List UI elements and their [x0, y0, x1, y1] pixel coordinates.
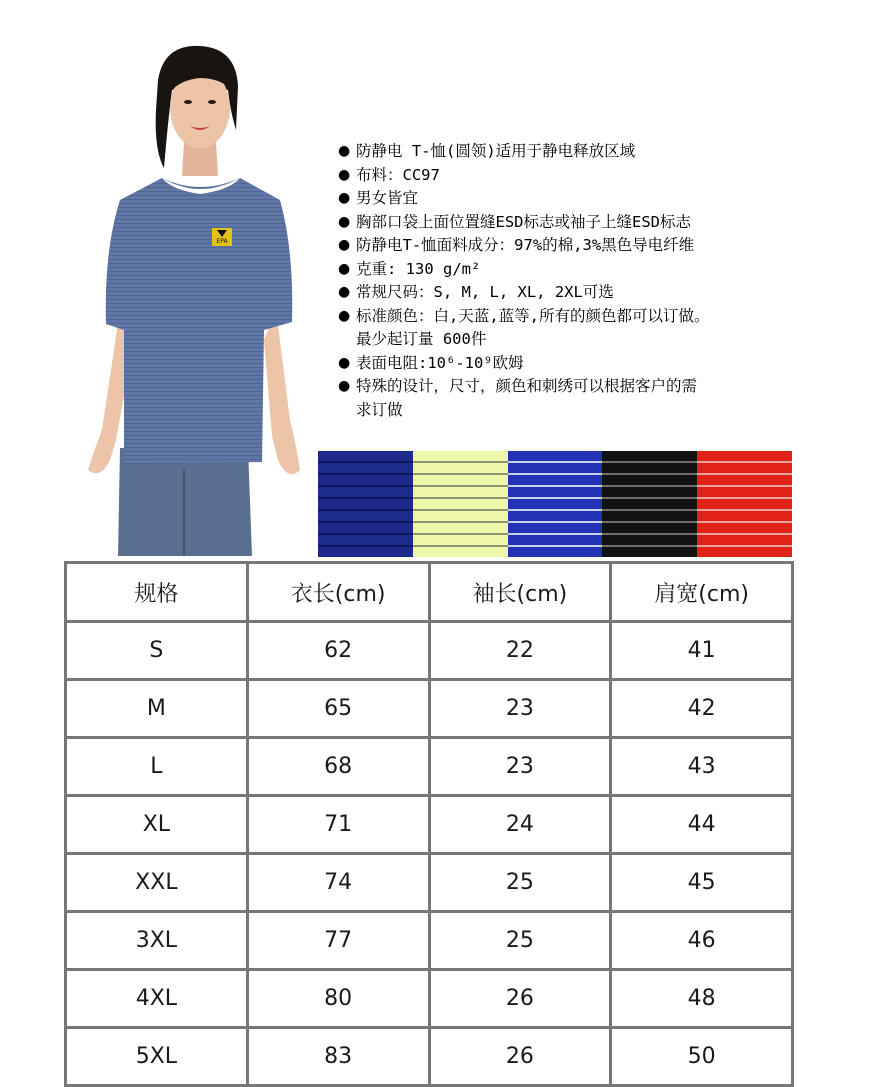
feature-text-continued: 最少起订量 600件 [356, 330, 487, 348]
cell-size: 5XL [66, 1028, 248, 1086]
feature-item [338, 305, 808, 329]
model-photo [80, 40, 310, 556]
cell-length: 77 [247, 912, 429, 970]
header-sleeve: 袖长(cm) [429, 563, 611, 622]
bullet-icon: ● [338, 237, 351, 253]
cell-sleeve: 23 [429, 738, 611, 796]
feature-text: 防静电T-恤面料成分：97%的棉,3%黑色导电纤维 [356, 236, 695, 254]
feature-item [338, 187, 808, 211]
cell-shoulder: 42 [611, 680, 793, 738]
cell-sleeve: 22 [429, 622, 611, 680]
bullet-icon: ● [338, 378, 351, 394]
table-row [66, 970, 793, 1028]
table-row [66, 738, 793, 796]
feature-text: 布料：CC97 [356, 165, 440, 184]
size-table [64, 561, 794, 1087]
bullet-icon: ● [338, 190, 351, 206]
cell-length: 74 [247, 854, 429, 912]
table-header-row [66, 563, 793, 622]
cell-sleeve: 25 [429, 912, 611, 970]
cell-size: M [66, 680, 248, 738]
cell-length: 83 [247, 1028, 429, 1086]
bullet-icon: ● [338, 143, 351, 159]
cell-sleeve: 25 [429, 854, 611, 912]
swatch-navy [318, 451, 413, 557]
feature-text: 防静电 T-恤(圆领)适用于静电释放区域 [356, 142, 636, 160]
cell-shoulder: 46 [611, 912, 793, 970]
bullet-icon: ● [338, 307, 351, 324]
cell-length: 65 [247, 680, 429, 738]
cell-sleeve: 26 [429, 1028, 611, 1086]
cell-shoulder: 45 [611, 854, 793, 912]
cell-sleeve: 26 [429, 970, 611, 1028]
feature-item [338, 234, 808, 258]
feature-text: 胸部口袋上面位置缝ESD标志或袖子上缝ESD标志 [356, 212, 691, 231]
table-row [66, 912, 793, 970]
feature-item [338, 211, 808, 235]
cell-length: 80 [247, 970, 429, 1028]
header-shoulder: 肩宽(cm) [611, 563, 793, 622]
feature-item [338, 375, 808, 399]
cell-size: 3XL [66, 912, 248, 970]
cell-shoulder: 48 [611, 970, 793, 1028]
bullet-icon: ● [338, 166, 351, 183]
swatch-red [697, 451, 792, 557]
header-length: 衣长(cm) [247, 563, 429, 622]
table-row [66, 622, 793, 680]
table-row [66, 680, 793, 738]
feature-item [338, 258, 808, 282]
cell-shoulder: 44 [611, 796, 793, 854]
swatch-royal-blue [508, 451, 603, 557]
epa-badge-text: EPA [216, 238, 228, 245]
table-row [66, 1028, 793, 1086]
cell-sleeve: 24 [429, 796, 611, 854]
feature-text: 表面电阻:10⁶-10⁹欧姆 [356, 353, 524, 372]
cell-shoulder: 43 [611, 738, 793, 796]
bullet-icon: ● [338, 284, 351, 300]
header-size: 规格 [66, 563, 248, 622]
bullet-icon: ● [338, 213, 351, 230]
cell-size: XXL [66, 854, 248, 912]
cell-size: XL [66, 796, 248, 854]
cell-length: 62 [247, 622, 429, 680]
feature-text: 标准颜色：白,天蓝,蓝等,所有的颜色都可以订做。 [356, 306, 710, 325]
table-row [66, 854, 793, 912]
bullet-icon: ● [338, 354, 351, 371]
feature-item [338, 352, 808, 376]
feature-text: 特殊的设计，尺寸，颜色和刺绣可以根据客户的需 [356, 377, 698, 395]
cell-size: S [66, 622, 248, 680]
cell-size: L [66, 738, 248, 796]
cell-length: 71 [247, 796, 429, 854]
table-row [66, 796, 793, 854]
feature-list [338, 140, 808, 422]
feature-text: 男女皆宜 [356, 189, 419, 207]
cell-size: 4XL [66, 970, 248, 1028]
feature-text: 常规尺码：S, M, L, XL, 2XL可选 [356, 283, 614, 301]
feature-item [338, 164, 808, 188]
fabric-swatches [318, 451, 792, 557]
feature-text-continued: 求订做 [356, 400, 403, 419]
right-arm [264, 310, 300, 474]
swatch-light-yellow [413, 451, 508, 557]
cell-shoulder: 41 [611, 622, 793, 680]
cell-length: 68 [247, 738, 429, 796]
bullet-icon: ● [338, 260, 351, 277]
feature-item-continued [338, 328, 808, 352]
cell-shoulder: 50 [611, 1028, 793, 1086]
swatch-black [602, 451, 697, 557]
cell-sleeve: 23 [429, 680, 611, 738]
t-shirt [106, 178, 292, 464]
feature-item [338, 140, 808, 164]
feature-item-continued [338, 399, 808, 423]
feature-item [338, 281, 808, 305]
feature-text: 克重: 130 g/m² [356, 259, 481, 278]
